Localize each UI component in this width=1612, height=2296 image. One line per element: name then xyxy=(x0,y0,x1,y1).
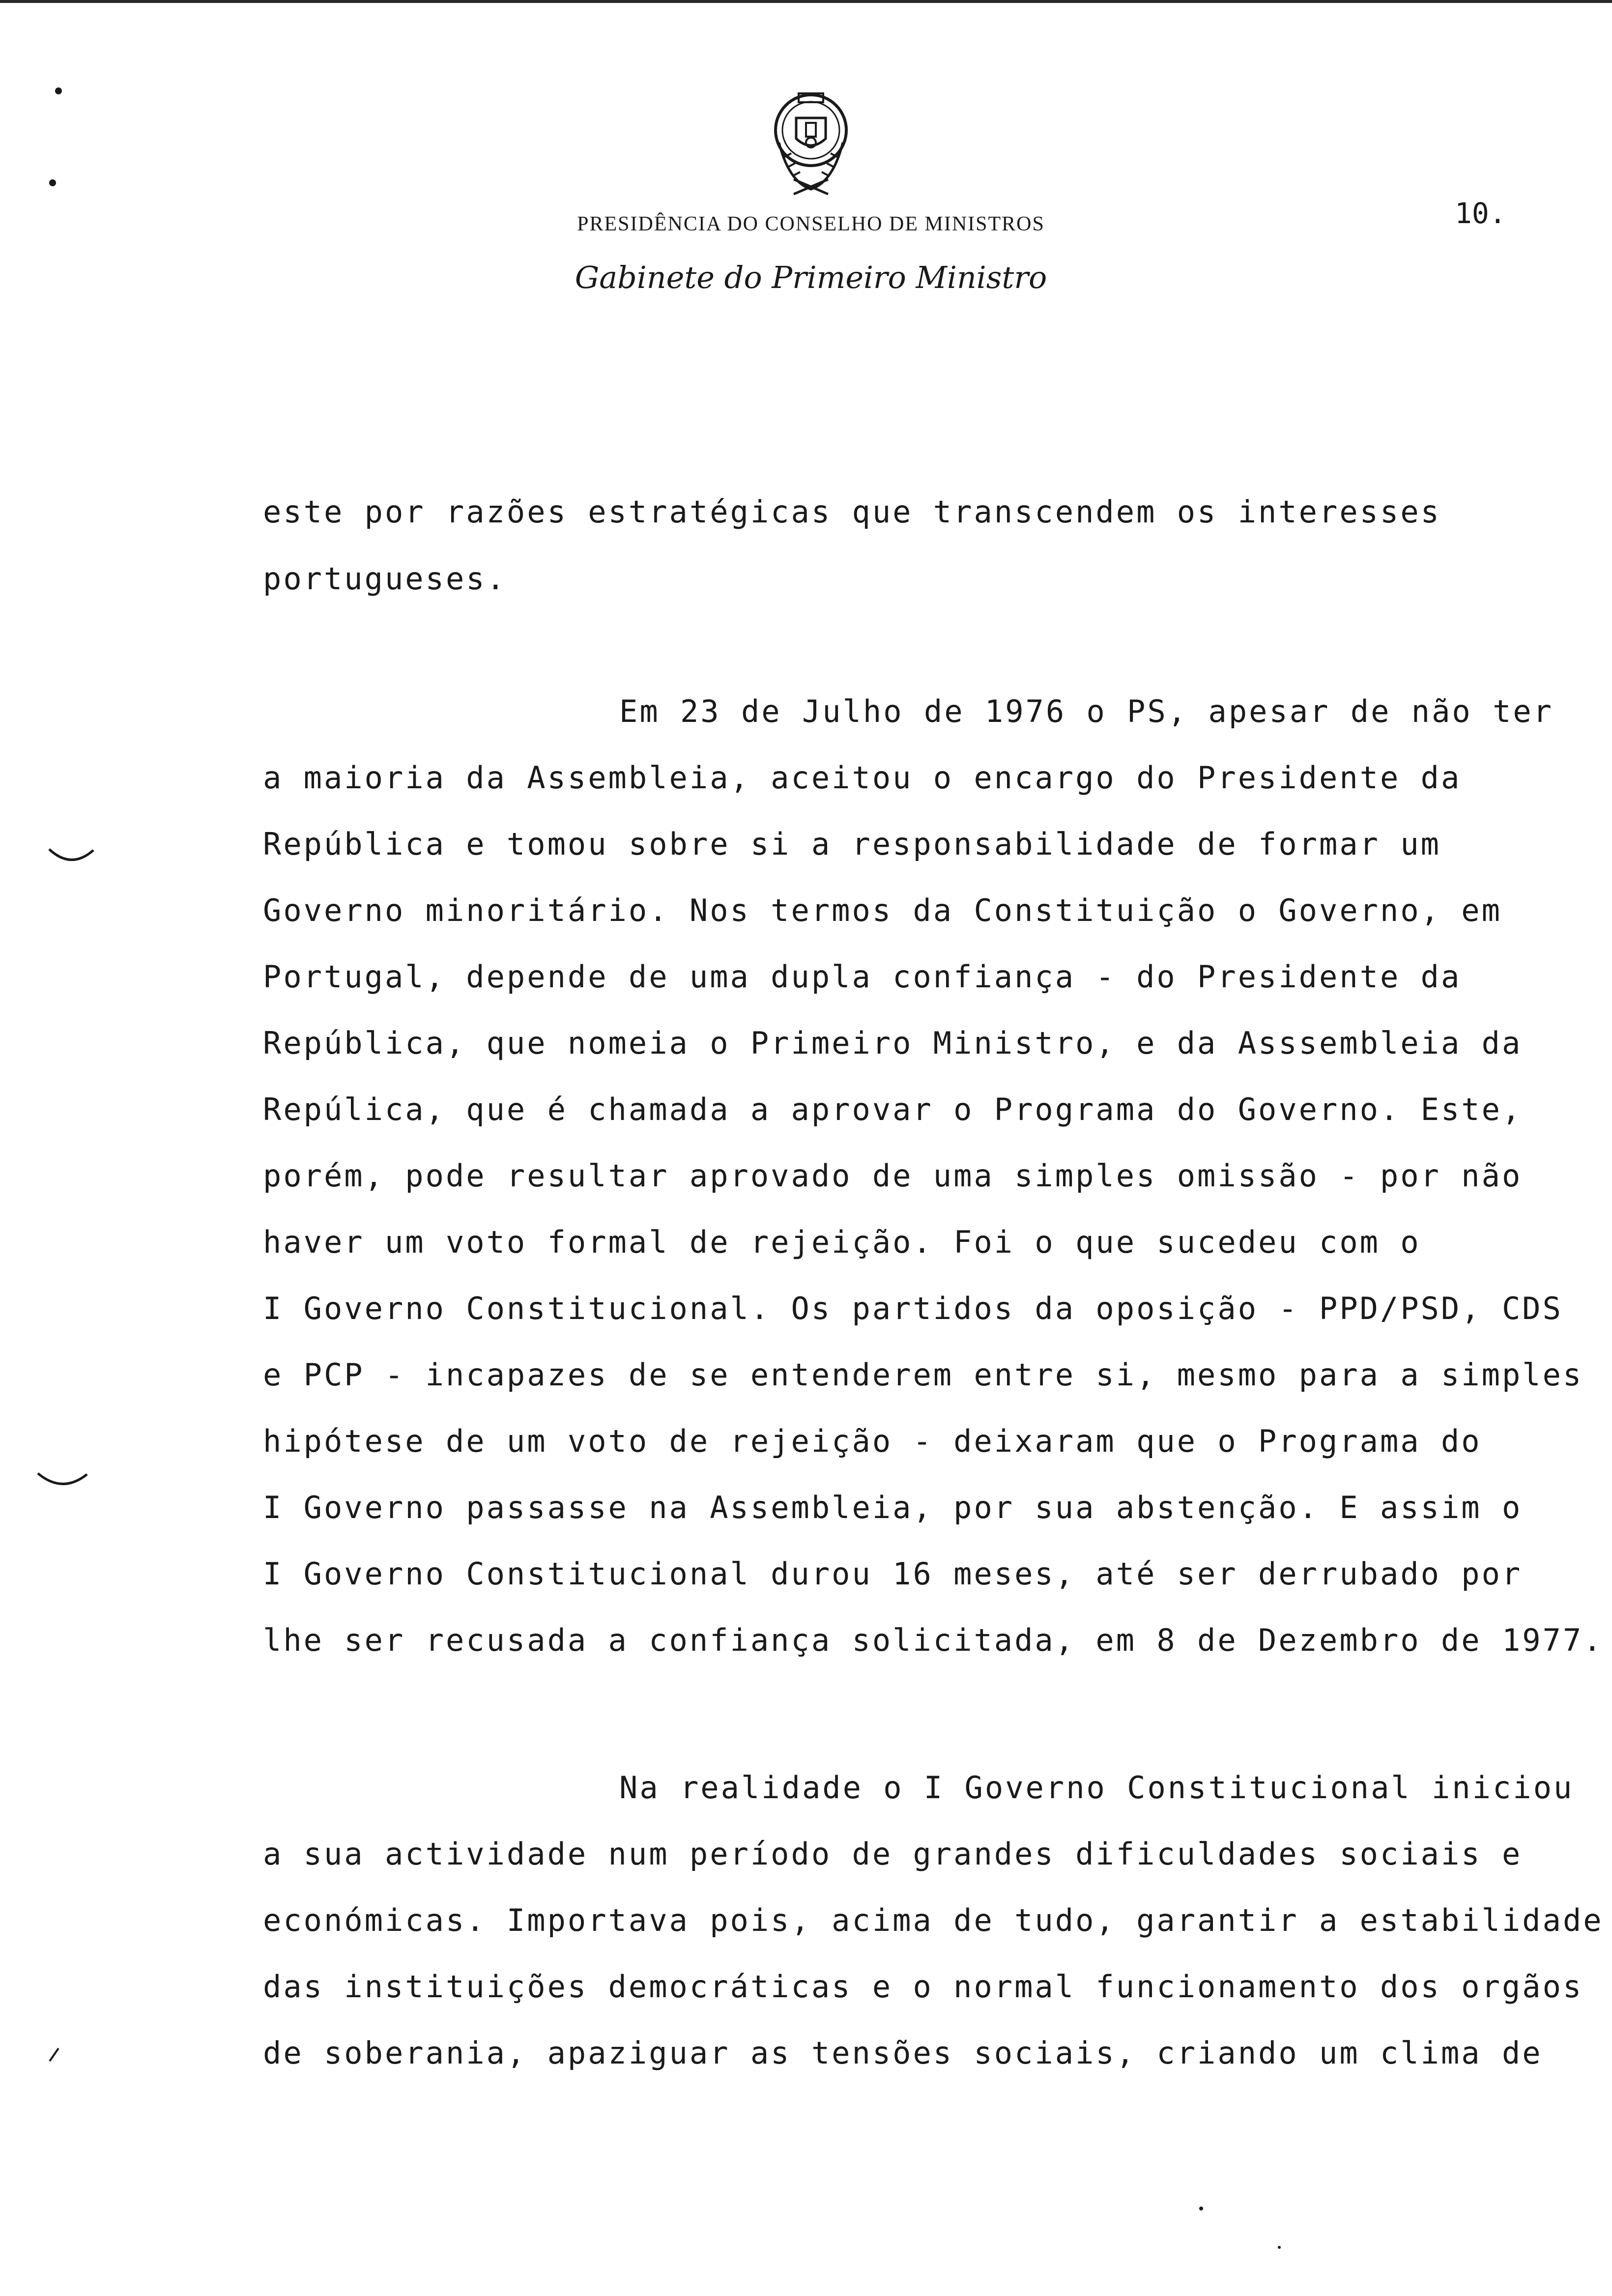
text-line: Governo minoritário. Nos termos da Constituição o Governo, em xyxy=(263,892,1502,928)
text-line: República e tomou sobre si a responsabilidade de formar um xyxy=(263,826,1441,862)
text-line: hipótese de um voto de rejeição - deixaram que o Programa do xyxy=(263,1423,1482,1459)
text-line: Na realidade o I Governo Constitucional iniciou xyxy=(619,1770,1574,1806)
text-line: e PCP - incapazes de se entenderem entre si, mesmo para a simples xyxy=(263,1357,1583,1393)
letterhead-title: PRESIDÊNCIA DO CONSELHO DE MINISTROS xyxy=(577,213,1045,235)
scan-speck xyxy=(55,87,62,94)
text-line: Em 23 de Julho de 1976 o PS, apesar de não ter xyxy=(619,693,1554,729)
text-line: a maioria da Assembleia, aceitou o encargo do Presidente da xyxy=(263,760,1462,796)
margin-tick-mark xyxy=(47,2044,61,2064)
scan-speck xyxy=(49,179,56,186)
text-line: haver um voto formal de rejeição. Foi o que sucedeu com o xyxy=(263,1224,1421,1260)
text-line: lhe ser recusada a confiança solicitada, em 8 de Dezembro de 1977. xyxy=(263,1622,1604,1658)
text-line: Portugal, depende de uma dupla confiança - do Presidente da xyxy=(263,959,1462,995)
text-line: este por razões estratégicas que transcendem os interesses xyxy=(263,494,1441,530)
text-line: I Governo Constitucional. Os partidos da oposição - PPD/PSD, CDS xyxy=(263,1291,1563,1326)
margin-check-mark xyxy=(47,845,96,865)
text-line: porém, pode resultar aprovado de uma simples omissão - por não xyxy=(263,1158,1523,1194)
text-line: I Governo Constitucional durou 16 meses, até ser derrubado por xyxy=(263,1556,1523,1592)
text-line: I Governo passasse na Assembleia, por sua abstenção. E assim o xyxy=(263,1490,1523,1525)
text-line: de soberania, apaziguar as tensões sociais, criando um clima de xyxy=(263,2035,1543,2071)
scan-top-edge xyxy=(0,0,1612,3)
letterhead-subtitle: Gabinete do Primeiro Ministro xyxy=(575,259,1047,295)
text-line: das instituições democráticas e o normal funcionamento dos orgãos xyxy=(263,1969,1583,2005)
scan-speck xyxy=(1278,2246,1281,2249)
text-line: portugueses. xyxy=(263,561,507,597)
margin-check-mark xyxy=(35,1469,89,1489)
text-line: República, que nomeia o Primeiro Ministro, e da Asssembleia da xyxy=(263,1025,1523,1061)
portuguese-coat-of-arms-icon xyxy=(754,84,867,206)
page-number: 10. xyxy=(1455,197,1506,230)
text-line: Repúlica, que é chamada a aprovar o Programa do Governo. Este, xyxy=(263,1091,1523,1127)
text-line: a sua actividade num período de grandes dificuldades sociais e xyxy=(263,1836,1523,1872)
scan-speck xyxy=(1199,2207,1203,2210)
text-line: económicas. Importava pois, acima de tudo, garantir a estabilidade xyxy=(263,1902,1604,1938)
